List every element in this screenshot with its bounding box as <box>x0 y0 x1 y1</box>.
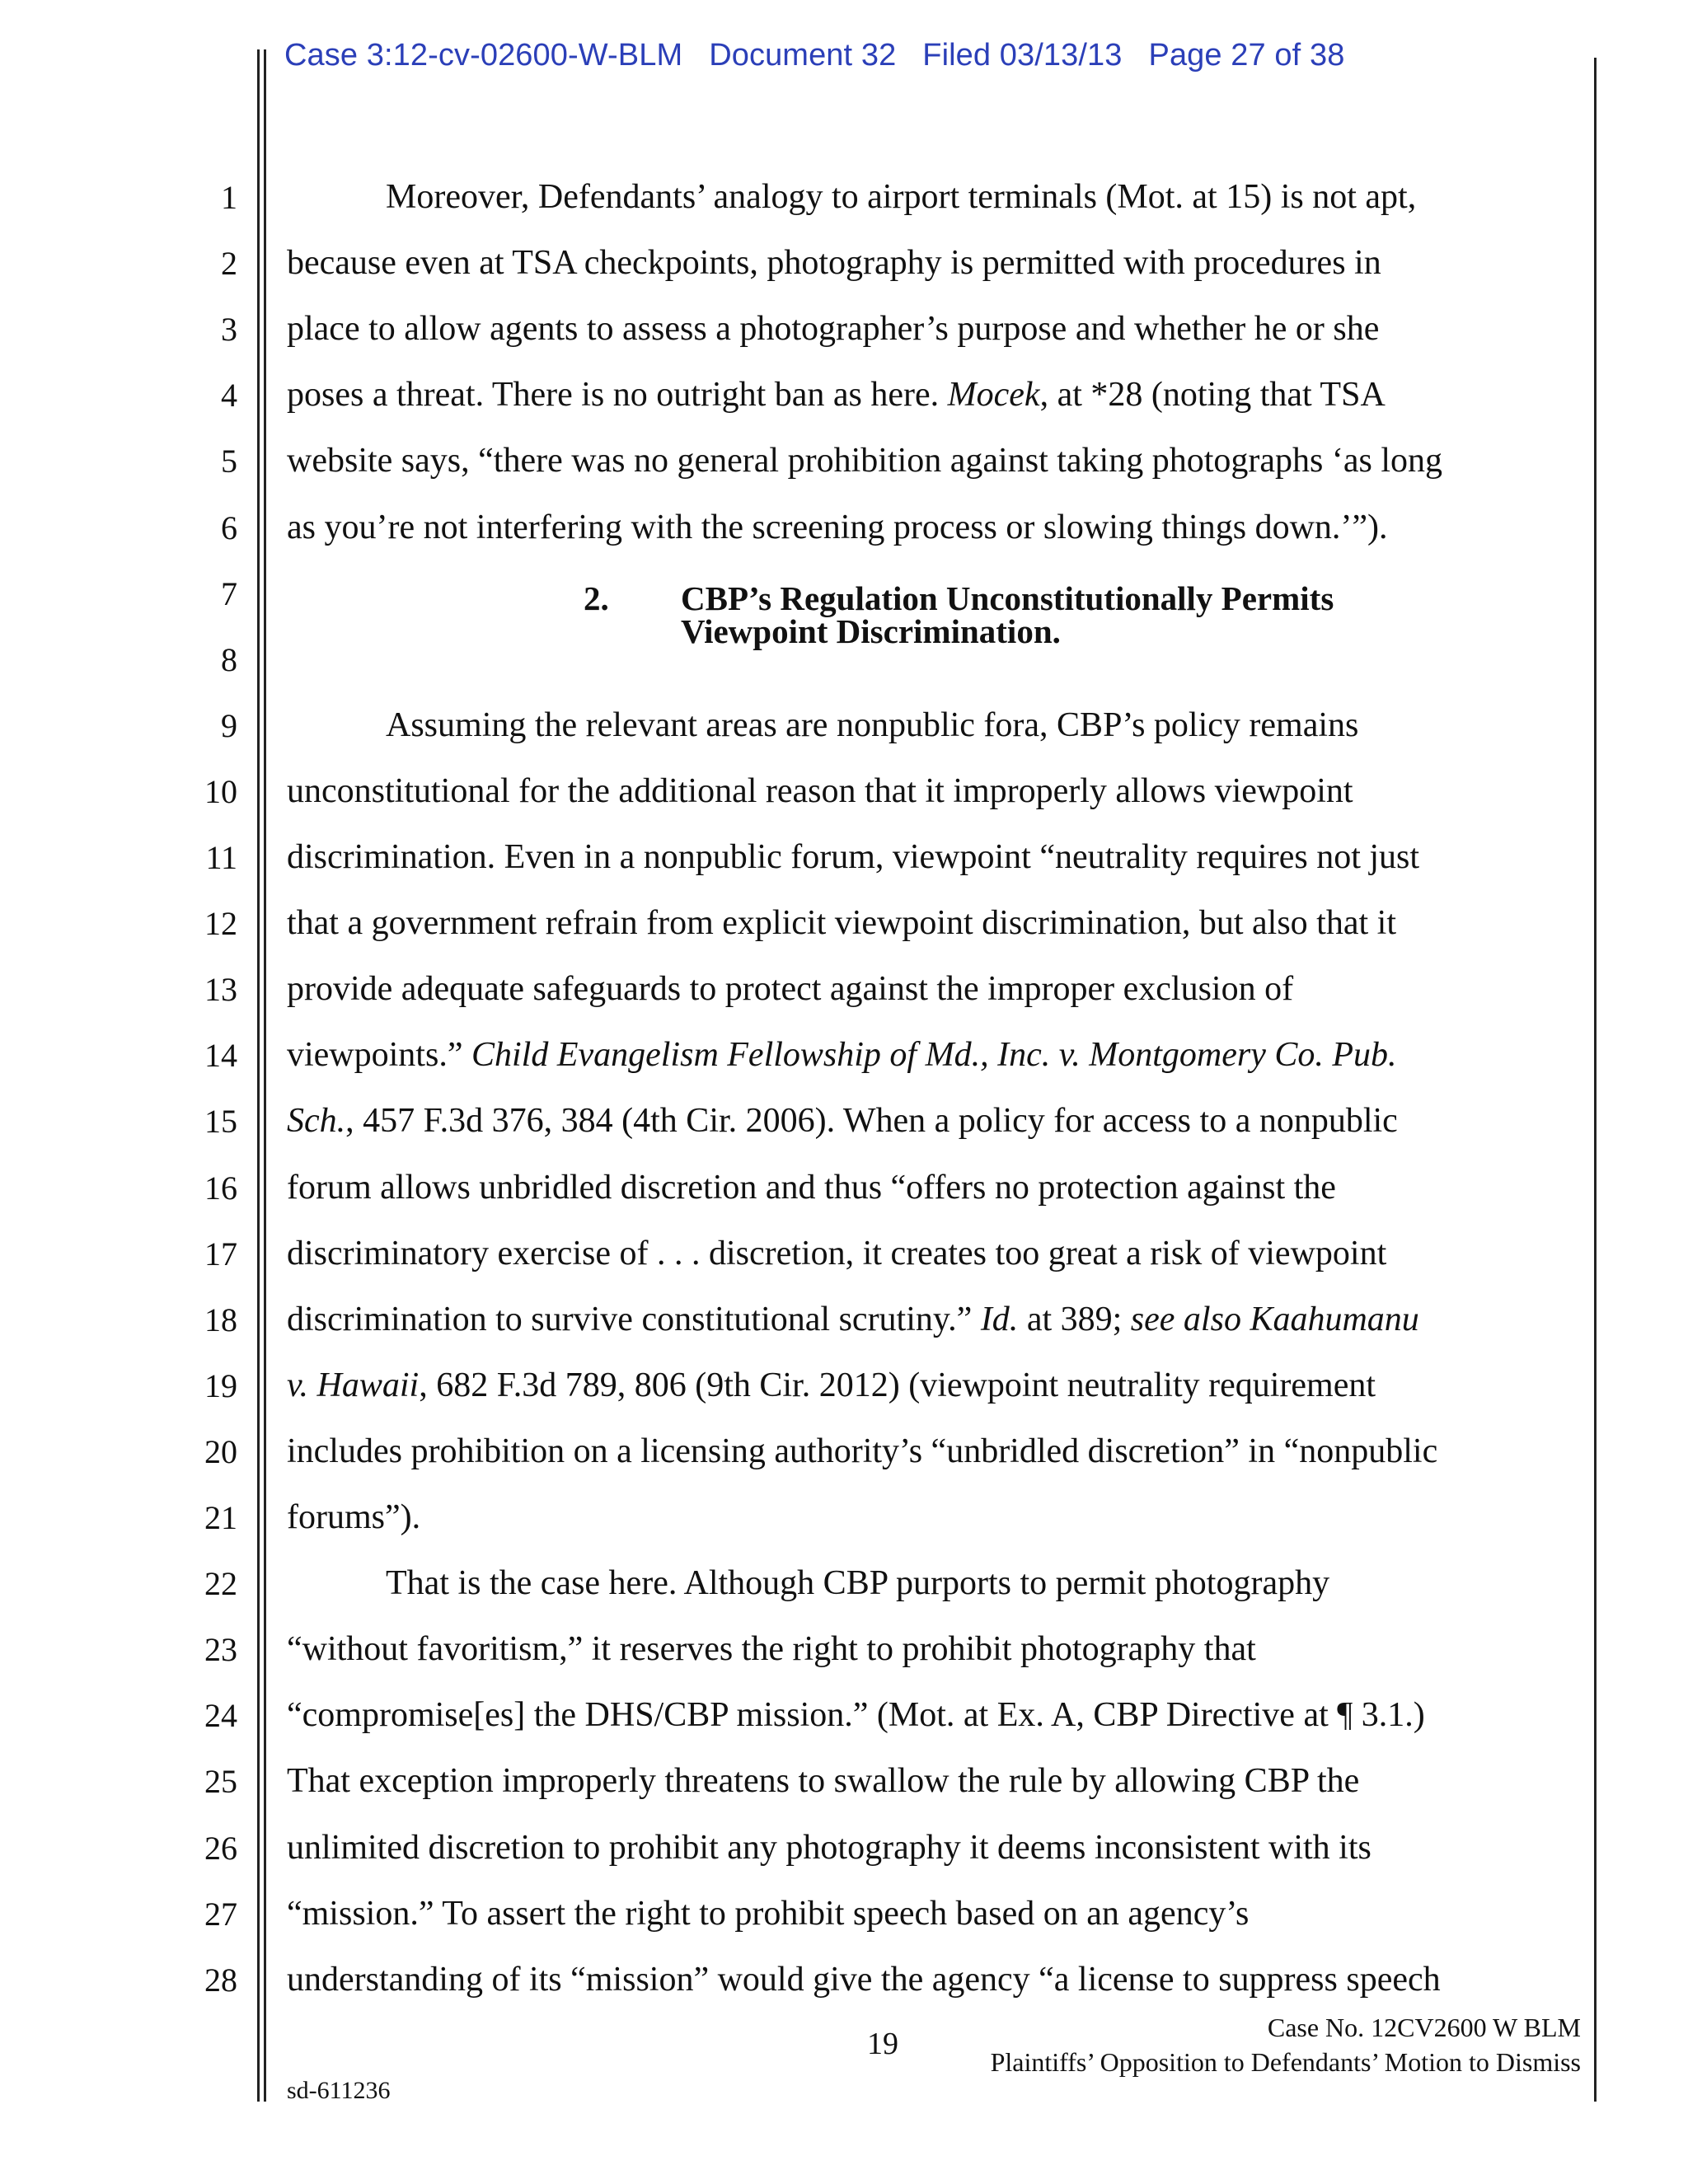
line-number: 3 <box>221 311 237 349</box>
line-number: 2 <box>221 245 237 283</box>
text-line <box>287 1170 1336 1205</box>
text-line <box>287 1630 1256 1669</box>
text-line <box>287 904 1396 943</box>
line-number: 25 <box>204 1763 237 1801</box>
footer-page-number: 19 <box>867 2027 898 2061</box>
italic-citation: Sch. <box>287 1102 346 1141</box>
line-number: 13 <box>204 971 237 1009</box>
section-heading-line1: CBP’s Regulation Unconstitutionally Permits <box>681 579 1334 617</box>
text-run: Moreover, Defendants’ analogy to airport terminals (Mot. at 15) is not apt, <box>386 178 1417 216</box>
text-line <box>287 1302 1419 1337</box>
text-line <box>287 1236 1386 1271</box>
footer-document-id: sd-611236 <box>287 2077 391 2104</box>
text-run: , 457 F.3d 376, 384 (4th Cir. 2006). When a policy for access to a nonpublic <box>345 1102 1398 1141</box>
text-run: forum allows unbridled discretion and thus “offers no protection against the <box>287 1168 1336 1207</box>
left-margin-rule-inner <box>264 49 266 2102</box>
text-line <box>287 1368 1376 1403</box>
section-heading-number: 2. <box>584 579 609 617</box>
text-line <box>386 705 1359 744</box>
right-margin-rule <box>1594 58 1597 2102</box>
text-run: unconstitutional for the additional reason that it improperly allows viewpoint <box>287 771 1353 810</box>
line-number: 8 <box>221 640 237 678</box>
text-line <box>287 1896 1249 1931</box>
text-run: , at *28 (noting that TSA <box>1039 376 1386 415</box>
line-number: 5 <box>221 443 237 480</box>
line-number: 24 <box>204 1697 237 1735</box>
text-line <box>287 310 1380 349</box>
text-run: provide adequate safeguards to protect against the improper exclusion of <box>287 970 1294 1009</box>
text-line <box>287 1962 1441 1997</box>
footer-case-number: Case No. 12CV2600 W BLM <box>1267 2013 1581 2042</box>
line-number: 22 <box>204 1565 237 1603</box>
line-number: 7 <box>221 574 237 612</box>
text-line <box>287 1762 1360 1801</box>
italic-citation: v. Hawaii <box>287 1366 420 1404</box>
text-run: discriminatory exercise of . . . discretion, it creates too great a risk of viewpoint <box>287 1234 1387 1272</box>
text-run: That is the case here. Although CBP purports to permit photography <box>386 1564 1330 1603</box>
text-run: Assuming the relevant areas are nonpublic fora, CBP’s policy remains <box>386 705 1359 744</box>
text-line <box>287 771 1353 810</box>
text-run: because even at TSA checkpoints, photography is permitted with procedures in <box>287 244 1381 283</box>
text-line <box>287 840 1419 874</box>
text-run: That exception improperly threatens to swallow the rule by allowing CBP the <box>287 1762 1360 1801</box>
text-run: , 682 F.3d 789, 806 (9th Cir. 2012) (viewpoint neutrality requirement <box>419 1366 1376 1404</box>
text-line <box>287 1036 1397 1075</box>
line-number: 11 <box>205 839 237 876</box>
italic-citation: Id. <box>980 1300 1019 1338</box>
line-number: 12 <box>204 905 237 943</box>
line-number: 28 <box>204 1961 237 1999</box>
text-run: includes prohibition on a licensing authority’s “unbridled discretion” in “nonpublic <box>287 1432 1438 1470</box>
section-heading-line2: Viewpoint Discrimination. <box>681 612 1061 650</box>
text-run: place to allow agents to assess a photographer’s purpose and whether he or she <box>287 310 1380 349</box>
line-number: 16 <box>204 1169 237 1207</box>
text-line <box>386 1566 1329 1601</box>
italic-citation: see also Kaahumanu <box>1130 1300 1419 1338</box>
line-number: 23 <box>204 1631 237 1669</box>
text-run: poses a threat. There is no outright ban as here. <box>287 376 948 415</box>
line-number: 20 <box>204 1432 237 1470</box>
line-number: 18 <box>204 1301 237 1338</box>
text-line <box>287 510 1388 545</box>
text-line <box>287 443 1442 478</box>
text-run: viewpoints.” <box>287 1036 471 1075</box>
text-line <box>287 1696 1425 1735</box>
text-line <box>386 180 1416 214</box>
text-run: “without favoritism,” it reserves the right to prohibit photography that <box>287 1630 1256 1669</box>
italic-citation: Child Evangelism Fellowship of Md., Inc. v. Montgomery Co. Pub. <box>471 1036 1397 1075</box>
line-number: 1 <box>221 179 237 216</box>
text-run: understanding of its “mission” would give the agency “a license to suppress speech <box>287 1960 1441 1999</box>
line-number: 26 <box>204 1829 237 1867</box>
line-number: 17 <box>204 1235 237 1272</box>
text-run: discrimination to survive constitutional scrutiny.” <box>287 1300 981 1338</box>
line-number: 10 <box>204 772 237 810</box>
text-line <box>287 376 1386 415</box>
left-margin-rule <box>257 49 260 2102</box>
line-number: 4 <box>221 377 237 415</box>
line-number: 6 <box>221 509 237 546</box>
footer-document-title: Plaintiffs’ Opposition to Defendants’ Motion to Dismiss <box>990 2047 1581 2077</box>
line-number: 9 <box>221 706 237 744</box>
text-run: unlimited discretion to prohibit any photography it deems inconsistent with its <box>287 1828 1372 1867</box>
text-run: forums”). <box>287 1498 421 1536</box>
ecf-header-stamp: Case 3:12-cv-02600-W-BLM Document 32 Filed 03/13/13 Page 27 of 38 <box>284 38 1345 73</box>
line-number: 15 <box>204 1103 237 1141</box>
text-line <box>287 244 1381 283</box>
text-run: “compromise[es] the DHS/CBP mission.” (Mot. at Ex. A, CBP Directive at ¶ 3.1.) <box>287 1696 1425 1735</box>
text-run: “mission.” To assert the right to prohibit speech based on an agency’s <box>287 1894 1250 1933</box>
text-run: as you’re not interfering with the screening process or slowing things down.’”). <box>287 508 1388 546</box>
line-number: 27 <box>204 1895 237 1933</box>
italic-citation: Mocek <box>947 376 1040 415</box>
text-run: website says, “there was no general prohibition against taking photographs ‘as long <box>287 442 1442 480</box>
text-run: at 389; <box>1018 1300 1131 1338</box>
line-number: 14 <box>204 1037 237 1075</box>
text-line <box>287 1830 1372 1865</box>
text-line <box>287 1102 1398 1141</box>
text-line <box>287 1434 1437 1469</box>
text-run: discrimination. Even in a nonpublic forum, viewpoint “neutrality requires not just <box>287 838 1420 876</box>
text-run: that a government refrain from explicit viewpoint discrimination, but also that it <box>287 904 1396 943</box>
text-line <box>287 1500 420 1535</box>
line-number: 21 <box>204 1499 237 1536</box>
text-line <box>287 970 1294 1009</box>
line-number: 19 <box>204 1366 237 1404</box>
